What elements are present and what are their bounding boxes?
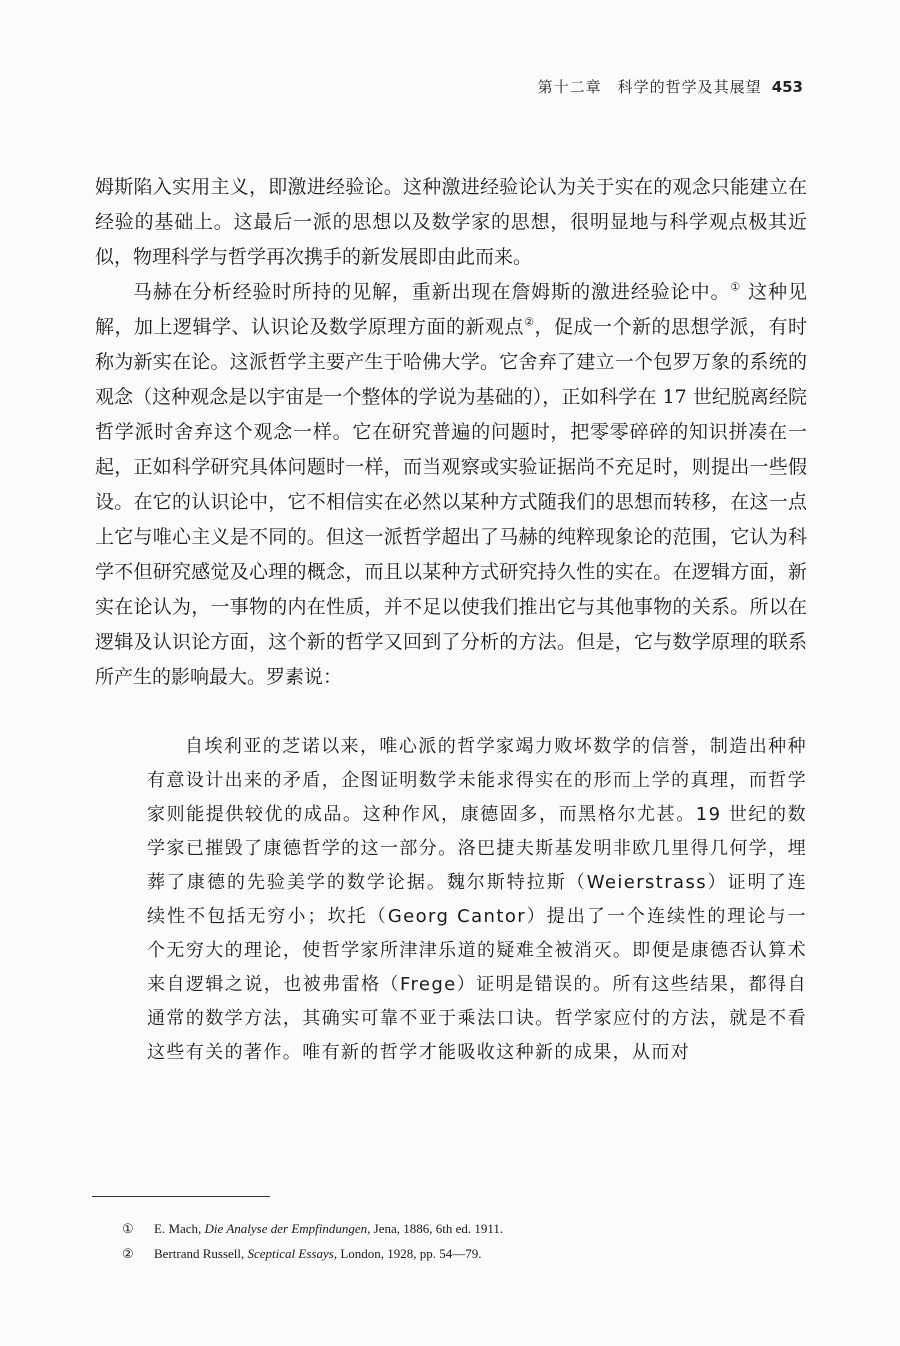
footnote-1 bbox=[122, 1216, 822, 1241]
paragraph-2-text-a: 马赫在分析经验时所持的见解，重新出现在詹姆斯的激进经验论中。 bbox=[133, 281, 731, 303]
footnote-2 bbox=[122, 1241, 822, 1266]
paragraph-2-text-b: 这种见解，加上逻辑学、认识论及数学原理方面的新观点 bbox=[95, 281, 807, 338]
running-header bbox=[0, 76, 803, 97]
footnote-details: , London, 1928, pp. 54—79. bbox=[333, 1246, 482, 1261]
footnote-divider bbox=[92, 1196, 270, 1197]
paragraph-1: 姆斯陷入实用主义，即激进经验论。这种激进经验论认为关于实在的观念只能建立在经验的基础上。这最后一派的思想以及数学家的思想，很明显地与科学观点极其近似，物理科学与哲学再次携手的新发展即由此而来。 bbox=[95, 176, 807, 268]
paragraph-2 bbox=[95, 275, 807, 695]
footnote-author: Bertrand Russell, bbox=[154, 1246, 248, 1261]
footnote-author: E. Mach, bbox=[154, 1221, 205, 1236]
footnote-details: , Jena, 1886, 6th ed. 1911. bbox=[367, 1221, 504, 1236]
footnote-title: Sceptical Essays bbox=[247, 1246, 334, 1261]
chapter-title: 第十二章 科学的哲学及其展望 bbox=[537, 78, 762, 96]
footnote-ref-1: ① bbox=[730, 280, 742, 294]
footnote-mark: ① bbox=[122, 1221, 134, 1236]
footnote-mark: ② bbox=[122, 1246, 134, 1261]
page-number: 453 bbox=[771, 78, 803, 96]
footnote-ref-2: ② bbox=[524, 315, 535, 329]
footnote-title: Die Analyse der Empfindungen bbox=[204, 1221, 368, 1236]
paragraph-2-text-c: ，促成一个新的思想学派，有时称为新实在论。这派哲学主要产生于哈佛大学。它舍弃了建立一个包罗万象的系统的观念（这种观念是以宇宙是一个整体的学说为基础的），正如科学在 17 世纪脱离经院哲学派时舍弃这个观念一样。它在研究普遍的问题时，把零零碎碎的知识拼凑在一起，正如科学研究具体问题时一样，而当观察或实验证据尚不充足时，则提出一些假设。在它的认识论中，它不相信实在必然以某种方式随我们的思想而转移，在这一点上它与唯心主义是不同的。但这一派哲学超出了马赫的纯粹现象论的范围，它认为科学不但研究感觉及心理的概念，而且以某种方式研究持久性的实在。在逻辑方面，新实在论认为，一事物的内在性质，并不足以使我们推出它与其他事物的关系。所以在逻辑及认识论方面，这个新的哲学又回到了分析的方法。但是，它与数学原理的联系所产生的影响最大。罗素说： bbox=[95, 316, 807, 688]
block-quote: 自埃利亚的芝诺以来，唯心派的哲学家竭力败坏数学的信誉，制造出种种有意设计出来的矛盾，企图证明数学未能求得实在的形而上学的真理，而哲学家则能提供较优的成品。这种作风，康德固多，而黑格尔尤甚。19 世纪的数学家已摧毁了康德哲学的这一部分。洛巴捷夫斯基发明非欧几里得几何学，埋葬了康德的先验美学的数学论据。魏尔斯特拉斯（Weierstrass）证明了连续性不包括无穷小；坎托（Georg Cantor）提出了一个连续性的理论与一个无穷大的理论，使哲学家所津津乐道的疑难全被消灭。即便是康德否认算术来自逻辑之说，也被弗雷格（Frege）证明是错误的。所有这些结果，都得自通常的数学方法，其确实可靠不亚于乘法口诀。哲学家应付的方法，就是不看这些有关的著作。唯有新的哲学才能吸收这种新的成果，从而对 bbox=[147, 736, 807, 1063]
footnotes bbox=[122, 1216, 822, 1266]
body-text bbox=[95, 170, 807, 1070]
